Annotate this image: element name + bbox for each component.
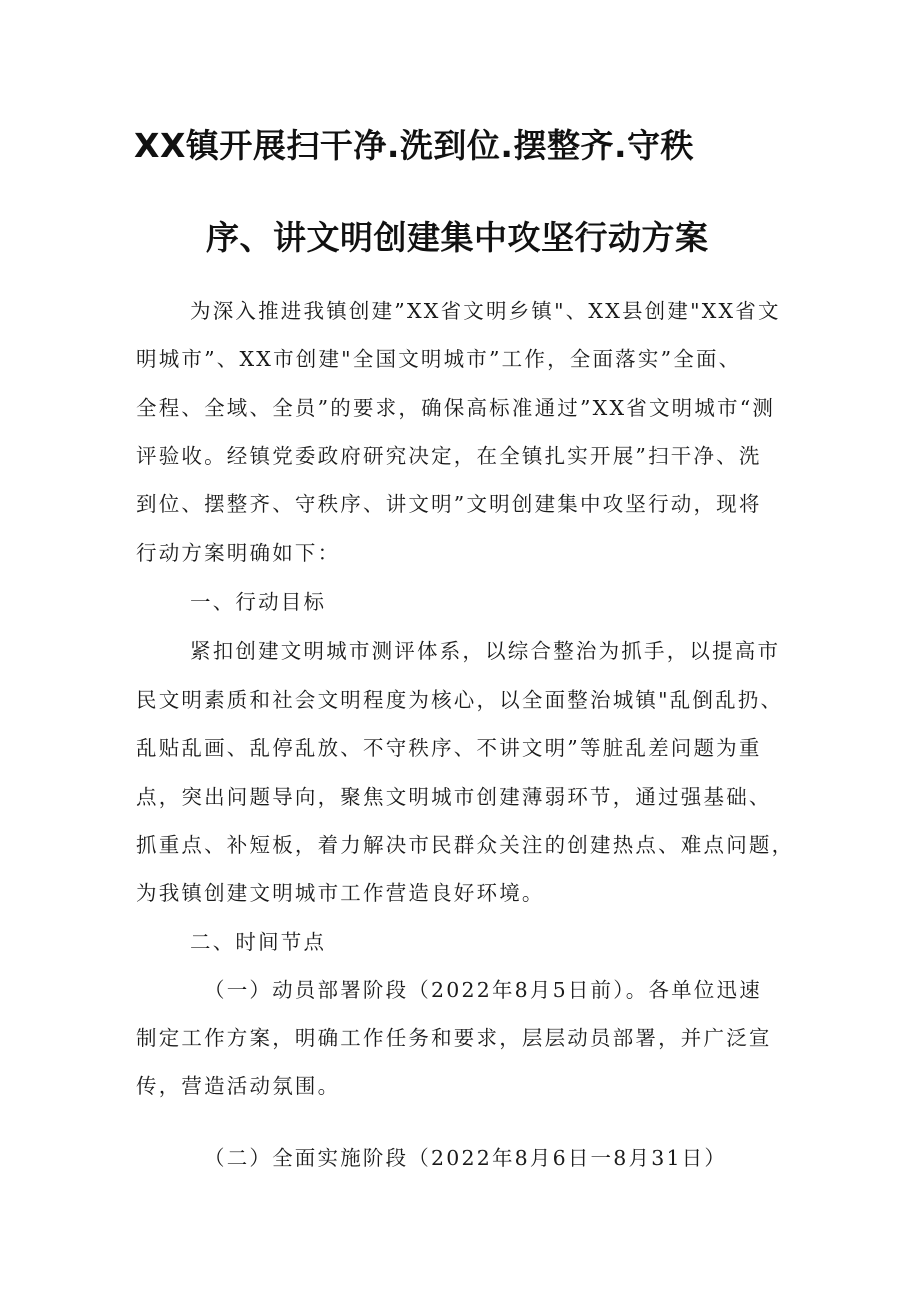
intro-line-3: 全程、全域、全员”的要求，确保高标准通过”XX省文明城市“测 [136, 396, 776, 420]
intro-line-2: 明城市”、XX市创建"全国文明城市”工作，全面落实”全面、 [136, 347, 742, 371]
section-1-line-1: 紧扣创建文明城市测评体系，以综合整治为抓手，以提高市 [190, 639, 781, 663]
section-2-heading: 二、时间节点 [190, 930, 327, 954]
section-1-line-2: 民文明素质和社会文明程度为核心，以全面整治城镇"乱倒乱扔、 [136, 688, 784, 712]
document-title-line-2: 序、讲文明创建集中攻坚行动方案 [206, 218, 709, 257]
section-1-line-4: 点，突出问题导向，聚焦文明城市创建薄弱环节，通过强基础、 [136, 785, 772, 809]
intro-line-4: 评验收。经镇党委政府研究决定，在全镇扎实开展”扫干净、洗 [136, 444, 762, 468]
intro-line-5: 到位、摆整齐、守秩序、讲文明”文明创建集中攻坚行动，现将 [136, 492, 762, 516]
intro-line-6: 行动方案明确如下： [136, 541, 341, 565]
section-1-line-3: 乱贴乱画、乱停乱放、不守秩序、不讲文明”等脏乱差问题为重 [136, 736, 762, 760]
document-title-line-1: XX镇开展扫干净.洗到位.摆整齐.守秩 [134, 126, 694, 165]
intro-line-1: 为深入推进我镇创建”XX省文明乡镇"、XX县创建"XX省文 [190, 299, 781, 323]
section-2-item-1-line-1: （一）动员部署阶段（2022年8月5日前）。各单位迅速 [204, 978, 762, 1002]
section-1-line-6: 为我镇创建文明城市工作营造良好环境。 [136, 881, 545, 905]
section-1-heading: 一、行动目标 [190, 590, 327, 614]
section-1-line-5: 抓重点、补短板，着力解决市民群众关注的创建热点、难点问题， [136, 833, 795, 857]
section-2-item-1-line-2: 制定工作方案，明确工作任务和要求，层层动员部署，并广泛宣 [136, 1026, 772, 1050]
section-2-item-1-line-3: 传，营造活动氛围。 [136, 1074, 341, 1098]
section-2-item-2: （二）全面实施阶段（2022年8月6日一8月31日） [204, 1146, 728, 1170]
